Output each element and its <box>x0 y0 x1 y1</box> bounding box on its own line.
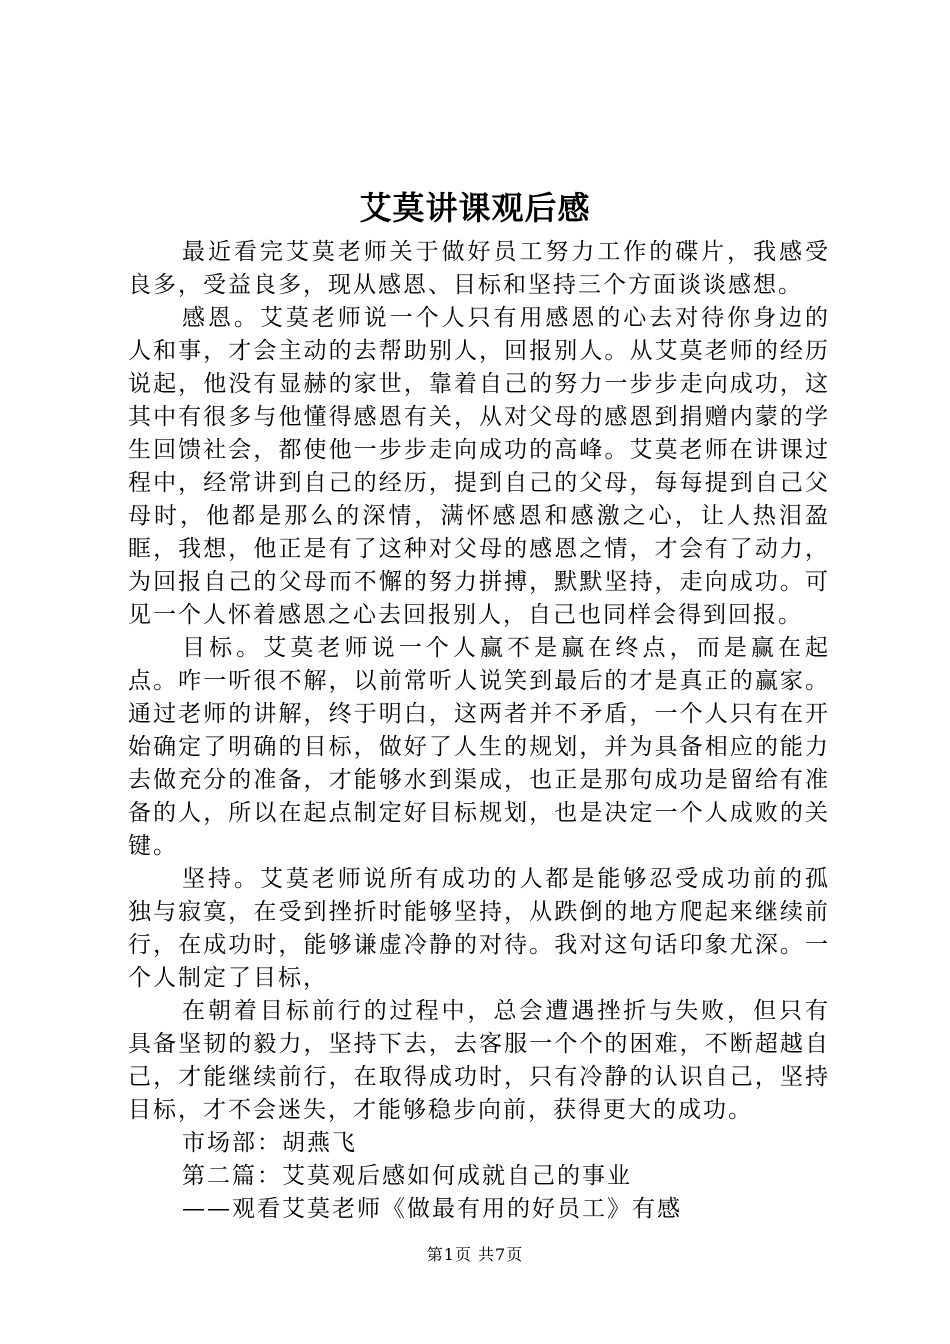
paragraph-goal: 目标。艾莫老师说一个人赢不是赢在终点，而是赢在起点。咋一听很不解，以前常听人说笑到最后的才是真正的赢家。通过老师的讲解，终于明白，这两者并不矛盾，一个人只有在开始确定了明确的目标，做好了人生的规划，并为具备相应的能力去做充分的准备，才能够水到渠成，也正是那句成功是留给有准备的人，所以在起点制定好目标规划，也是决定一个人成败的关键。 <box>128 635 830 859</box>
second-article-heading: 第二篇：艾莫观后感如何成就自己的事业 <box>182 1163 632 1189</box>
document-title: 艾莫讲课观后感 <box>359 189 591 227</box>
paragraph-persistence-continued: 在朝着目标前行的过程中，总会遭遇挫折与失败，但只有具备坚韧的毅力，坚持下去，去客服一个个的困难，不断超越自己，才能继续前行，在取得成功时，只有冷静的认识自己，坚持目标，才不会迷失，才能够稳步向前，获得更大的成功。 <box>128 998 830 1123</box>
author-line: 市场部：胡燕飞 <box>182 1130 357 1156</box>
second-article-subtitle: ——观看艾莫老师《做最有用的好员工》有感 <box>182 1196 682 1222</box>
page-number-footer: 第1页 共7页 <box>426 1245 524 1264</box>
paragraph-persistence: 坚持。艾莫老师说所有成功的人都是能够忍受成功前的孤独与寂寞，在受到挫折时能够坚持，从跌倒的地方爬起来继续前行，在成功时，能够谦虚冷静的对待。我对这句话印象尤深。一个人制定了目标， <box>128 866 830 991</box>
paragraph-gratitude: 感恩。艾莫老师说一个人只有用感恩的心去对待你身边的人和事，才会主动的去帮助别人，回报别人。从艾莫老师的经历说起，他没有显赫的家世，靠着自己的努力一步步走向成功，这其中有很多与他懂得感恩有关，从对父母的感恩到捐赠内蒙的学生回馈社会，都使他一步步走向成功的高峰。艾莫老师在讲课过程中，经常讲到自己的经历，提到自己的父母，每每提到自己父母时，他都是那么的深情，满怀感恩和感激之心，让人热泪盈眶，我想，他正是有了这种对父母的感恩之情，才会有了动力，为回报自己的父母而不懈的努力拼搏，默默坚持，走向成功。可见一个人怀着感恩之心去回报别人，自己也同样会得到回报。 <box>128 305 830 628</box>
document-body <box>128 236 830 1226</box>
paragraph-intro: 最近看完艾莫老师关于做好员工努力工作的碟片，我感受良多，受益良多，现从感恩、目标和坚持三个方面谈谈感想。 <box>128 239 830 298</box>
